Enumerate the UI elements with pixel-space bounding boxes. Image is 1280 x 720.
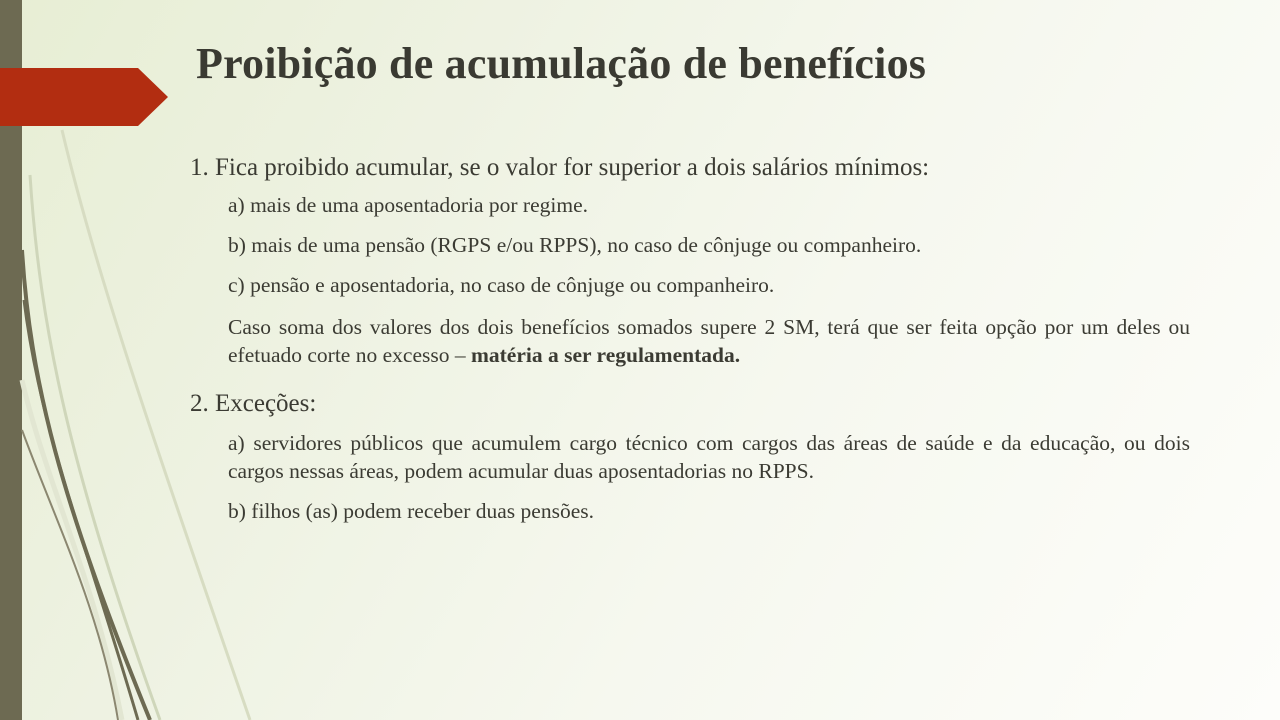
content-line-5-bold: matéria a ser regulamentada. xyxy=(470,342,741,367)
content-line-6: 2. Exceções: xyxy=(190,389,317,417)
content-line-3: b) mais de uma pensão (RGPS e/ou RPPS), no caso de cônjuge ou companheiro. xyxy=(228,232,922,257)
content-line-7: a) servidores públicos que acumulem cargo técnico com cargos das áreas de saúde e da educação, ou dois cargos nessas áreas, podem acumular duas aposentadorias no RPPS. xyxy=(228,430,1190,483)
slide-title: Proibição de acumulação de benefícios xyxy=(196,39,927,88)
content-line-1: 1. Fica proibido acumular, se o valor for superior a dois salários mínimos: xyxy=(190,154,930,181)
content-line-5-plain: Caso soma dos valores dos dois benefícios somados supere 2 SM, terá que ser feita opção por um deles ou efetuado corte no excesso – xyxy=(228,314,1190,367)
content-line-4: c) pensão e aposentadoria, no caso de cônjuge ou companheiro. xyxy=(228,272,775,297)
content-line-8: b) filhos (as) podem receber duas pensões. xyxy=(228,498,594,523)
red-arrow-banner xyxy=(0,68,168,126)
content-line-2: a) mais de uma aposentadoria por regime. xyxy=(228,193,588,217)
slide-body xyxy=(188,152,1198,538)
content-line-5 xyxy=(188,314,1198,370)
